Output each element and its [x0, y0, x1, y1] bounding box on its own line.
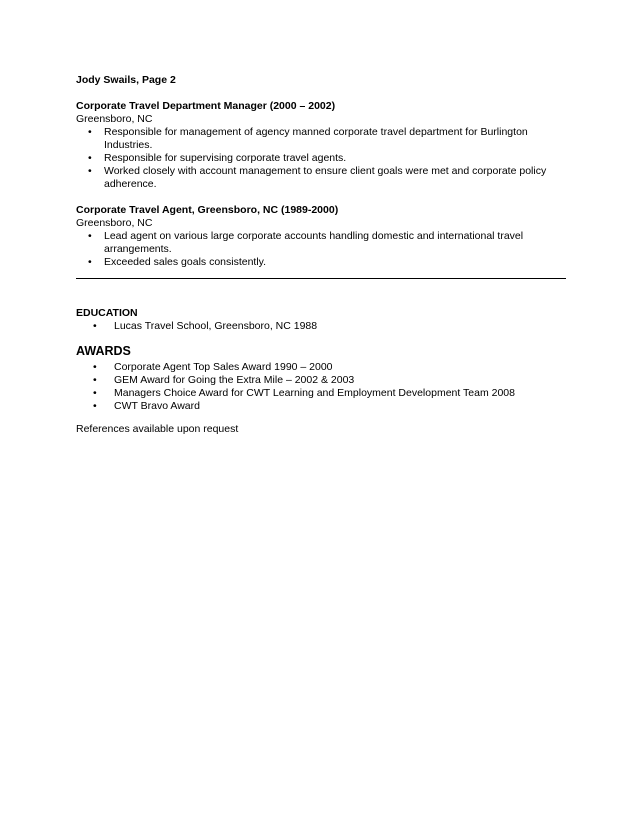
- awards-heading: AWARDS: [76, 344, 131, 358]
- list-item-text: Lead agent on various large corporate accounts handling domestic and international travel arrangements.: [104, 230, 524, 255]
- list-item: [76, 256, 566, 269]
- education-heading: EDUCATION: [76, 307, 138, 319]
- list-item-text: Responsible for management of agency manned corporate travel department for Burlington Industries.: [104, 126, 528, 151]
- list-item: [76, 387, 566, 400]
- bullet-icon: •: [88, 230, 92, 242]
- bullet-icon: •: [93, 400, 97, 412]
- bullet-icon: •: [93, 387, 97, 399]
- references-note: References available upon request: [76, 423, 239, 435]
- bullet-icon: •: [93, 361, 97, 373]
- job-block: [76, 100, 566, 191]
- list-item: [76, 320, 566, 333]
- list-item-text: Worked closely with account management to ensure client goals were met and corporate policy adherence.: [104, 165, 547, 190]
- awards-list: [76, 361, 566, 413]
- resume-page: [76, 74, 566, 436]
- job-location: Greensboro, NC: [76, 113, 153, 125]
- section-divider: [76, 278, 566, 279]
- list-item-text: Lucas Travel School, Greensboro, NC 1988: [114, 320, 318, 332]
- job-bullet-list: [76, 126, 566, 191]
- list-item-text: Responsible for supervising corporate travel agents.: [104, 152, 347, 164]
- job-block: [76, 204, 566, 269]
- bullet-icon: •: [88, 152, 92, 164]
- list-item: [76, 230, 566, 256]
- bullet-icon: •: [88, 165, 92, 177]
- job-bullet-list: [76, 230, 566, 269]
- bullet-icon: •: [93, 374, 97, 386]
- bullet-icon: •: [88, 126, 92, 138]
- list-item: [76, 374, 566, 387]
- list-item-text: GEM Award for Going the Extra Mile – 2002 & 2003: [114, 374, 355, 386]
- list-item: [76, 126, 566, 152]
- page-header: Jody Swails, Page 2: [76, 74, 176, 86]
- list-item: [76, 165, 566, 191]
- job-title: Corporate Travel Department Manager (2000 – 2002): [76, 100, 336, 112]
- bullet-icon: •: [88, 256, 92, 268]
- list-item-text: Managers Choice Award for CWT Learning and Employment Development Team 2008: [114, 387, 515, 399]
- list-item-text: Corporate Agent Top Sales Award 1990 – 2000: [114, 361, 333, 373]
- list-item: [76, 152, 566, 165]
- bullet-icon: •: [93, 320, 97, 332]
- job-title: Corporate Travel Agent, Greensboro, NC (1989-2000): [76, 204, 339, 216]
- list-item: [76, 400, 566, 413]
- list-item-text: Exceeded sales goals consistently.: [104, 256, 267, 268]
- job-location: Greensboro, NC: [76, 217, 153, 229]
- list-item: [76, 361, 566, 374]
- list-item-text: CWT Bravo Award: [114, 400, 200, 412]
- education-list: [76, 320, 566, 333]
